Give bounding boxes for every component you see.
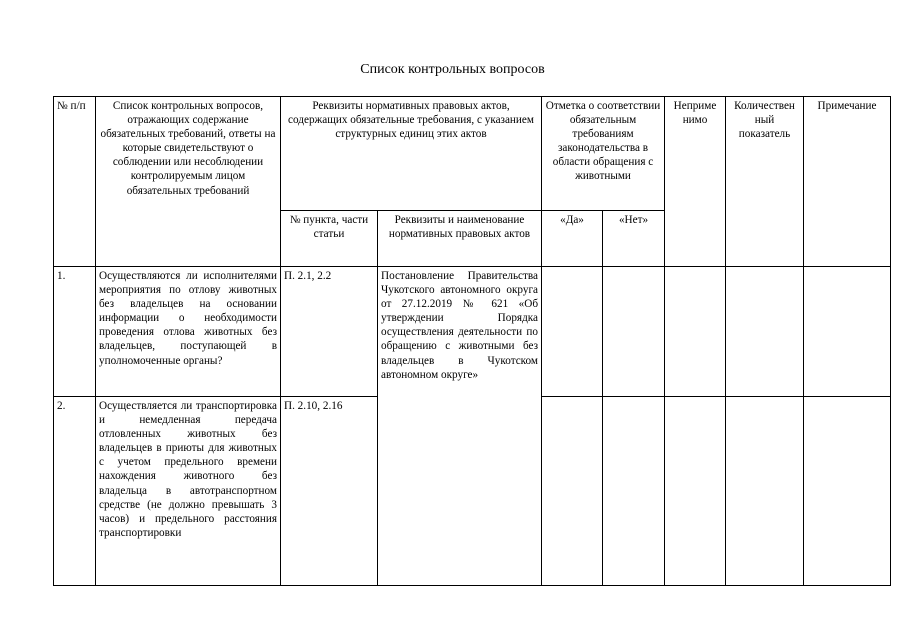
row-quantity-cell[interactable] — [726, 397, 804, 586]
header-no: «Нет» — [603, 211, 665, 267]
header-yes: «Да» — [542, 211, 603, 267]
row-no-cell[interactable] — [603, 397, 665, 586]
checklist-table — [53, 96, 891, 586]
header-row-top — [54, 97, 891, 211]
row-note-cell[interactable] — [804, 397, 891, 586]
header-not-applicable: Неприме нимо — [665, 97, 726, 267]
row-num: 2. — [54, 397, 96, 586]
header-note: Примечание — [804, 97, 891, 267]
row-yes-cell[interactable] — [542, 267, 603, 397]
header-clause: № пункта, части статьи — [281, 211, 378, 267]
header-num: № п/п — [54, 97, 96, 267]
header-mark: Отметка о соответствии обязательным требованиям законодательства в области обращения с животными — [542, 97, 665, 211]
header-act-name: Реквизиты и наименование нормативных правовых актов — [378, 211, 542, 267]
row-num: 1. — [54, 267, 96, 397]
row-not-applicable-cell[interactable] — [665, 397, 726, 586]
header-quantity: Количествен ный показатель — [726, 97, 804, 267]
row-clause: П. 2.10, 2.16 — [281, 397, 378, 586]
page-title: Список контрольных вопросов — [360, 62, 545, 77]
row-question: Осуществляются ли исполнителями мероприятия по отлову животных без владельцев на основании информации о необходимости проведения отлова животных без владельцев, поступающей в уполномоченные органы? — [96, 267, 281, 397]
row-not-applicable-cell[interactable] — [665, 267, 726, 397]
header-question: Список контрольных вопросов, отражающих содержание обязательных требований, ответы на которые свидетельствуют о соблюдении или несоблюдении контролируемым лицом обязательных требований — [96, 97, 281, 267]
row-no-cell[interactable] — [603, 267, 665, 397]
table-row — [54, 267, 891, 397]
row-clause: П. 2.1, 2.2 — [281, 267, 378, 397]
row-quantity-cell[interactable] — [726, 267, 804, 397]
header-requisites: Реквизиты нормативных правовых актов, содержащих обязательные требования, с указанием структурных единиц этих актов — [281, 97, 542, 211]
row-yes-cell[interactable] — [542, 397, 603, 586]
row-act-text: Постановление Правительства Чукотского автономного округа от 27.12.2019 № 621 «Об утверждении Порядка осуществления деятельности по обращению с животными без владельцев в Чукотском автономном округе» — [378, 267, 542, 586]
row-note-cell[interactable] — [804, 267, 891, 397]
row-question: Осуществляется ли транспортировка и немедленная передача отловленных животных без владельцев в приюты для животных с учетом предельного времени нахождения животного без владельца в автотранспортном средстве (не должно превышать 3 часов) и предельного расстояния транспортировки — [99, 400, 277, 539]
row-question-cell — [96, 397, 281, 586]
